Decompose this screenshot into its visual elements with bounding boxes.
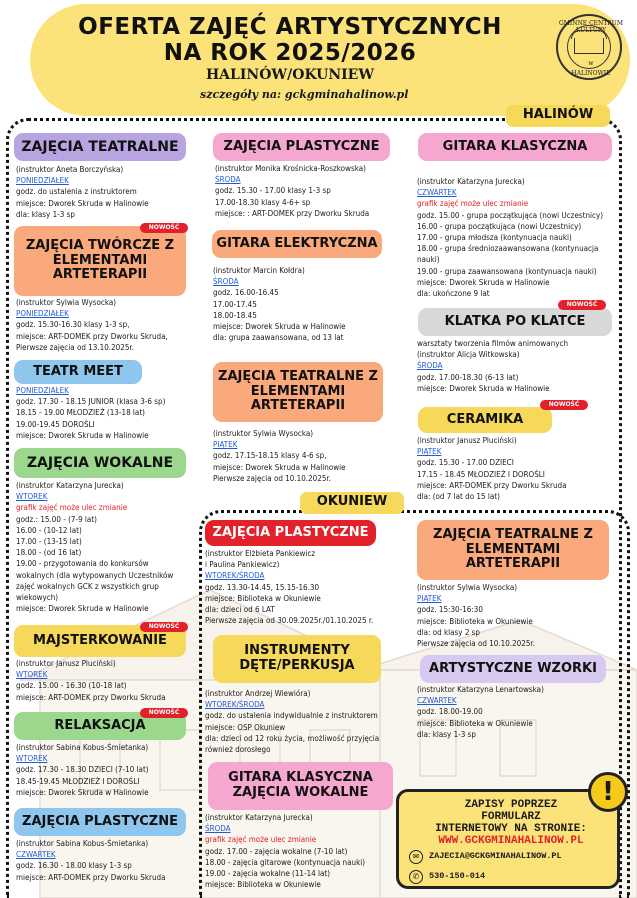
card-note: grafik zajęć może ulec zmianie: [205, 835, 317, 845]
card-line: miejsce: Dworek Skruda w Halinowie: [213, 462, 346, 472]
signup-email[interactable]: ZAJECIA@GCKGMINAHALINOW.PL: [429, 851, 562, 861]
card-line: (instruktor Sylwia Wysocka): [213, 429, 314, 438]
gck-logo: [556, 14, 622, 80]
card-details: [417, 338, 568, 394]
card-line: godz. 15.30 - 17.00 DZIECI: [417, 458, 514, 468]
card-line: miejsce: Biblioteka w Okuniewie: [205, 880, 321, 890]
card-line: godz. 17.30 - 18.30 DZIECI (7-10 lat): [16, 765, 149, 775]
card-line: (instruktor Sabina Kobus-Śmietanka): [16, 839, 149, 848]
card-line: miejsce: Dworek Skruda w Halinowie: [16, 787, 149, 797]
card-details: [213, 265, 346, 343]
page-subtitle: HALINÓW/OKUNIEW: [205, 67, 375, 83]
card-line: (instruktor Marcin Kołdra): [213, 266, 305, 275]
card-day[interactable]: CZWARTEK: [417, 696, 457, 706]
card-line: zajęć wokalnych GCK z wszystkich grup: [16, 581, 159, 591]
card-title: ZAJĘCIA TEATRALNE Z ELEMENTAMI ARTETERAPII: [417, 520, 609, 580]
card-line: 19.00 - grupa zaawansowana (kontynuacja nauki): [417, 266, 597, 276]
card-line: (instruktor Monika Krośnicka-Roszkowska): [215, 164, 366, 173]
card-line: nauki): [417, 255, 440, 265]
card-details: [417, 582, 535, 649]
card-day[interactable]: WTOREK: [16, 754, 48, 764]
email-icon: ✉: [409, 850, 423, 864]
card-details: [16, 838, 166, 883]
card-line: i Paulina Pankiewicz): [205, 560, 280, 570]
card-line: 18.00 - grupa średniozaawansowana (kontynuacja: [417, 244, 599, 254]
card-line: (instruktor Aneta Borczyńska): [16, 165, 124, 174]
card-title: TEATR MEET: [14, 360, 142, 384]
card-line: warsztaty tworzenia filmów animowanych: [417, 339, 569, 348]
new-badge: NOWOŚĆ: [140, 223, 188, 233]
card-line: godz. 17.30 - 18.15 JUNIOR (klasa 3-6 sp): [16, 397, 166, 407]
card-details: [16, 385, 165, 441]
card-line: miejsce: Biblioteka w Okuniewie: [205, 593, 321, 603]
card-title: ZAJĘCIA TEATRALNE Z ELEMENTAMI ARTETERAPII: [213, 362, 383, 422]
card-details: [205, 548, 373, 626]
card-line: miejsce: Dworek Skruda w Halinowie: [417, 383, 550, 393]
card-title: ZAJĘCIA TEATRALNE: [14, 133, 186, 161]
card-line: (instruktor Janusz Pluciński): [16, 659, 116, 668]
card-line: 18.00 - zajęcia gitarowe (kontynuacja nauki): [205, 857, 366, 867]
card-title: ARTYSTYCZNE WZORKI: [420, 655, 606, 683]
card-line: (instruktor Alicja Witkowska): [417, 350, 520, 360]
region-label-halinow: HALINÓW: [506, 105, 610, 127]
logo-top-text: GMINNE CENTRUM KULTURY: [558, 20, 624, 34]
card-line: godz. 15.30-16.30 klasy 1-3 sp,: [16, 320, 130, 330]
card-line: miejsce: ART-DOMEK przy Dworku Skruda,: [16, 331, 168, 341]
card-title: MAJSTERKOWANIE: [14, 625, 186, 657]
card-line: Pierwsze zajęcia od 10.10.2025r.: [213, 473, 331, 483]
card-line: godz. 15.00 - grupa początkująca (nowi Uczestnicy): [417, 210, 604, 220]
card-line: 18.45-19.45 MŁODZIEŻ I DOROŚLI: [16, 776, 140, 786]
card-line: miejsce: Biblioteka w Okuniewie: [417, 616, 533, 626]
card-line: miejsce: Dworek Skruda w Halinowie: [213, 322, 346, 332]
new-badge: NOWOŚĆ: [140, 708, 188, 718]
card-title: ZAJĘCIA PLASTYCZNE: [205, 520, 376, 546]
card-note: grafik zajęć może ulec zmianie: [417, 199, 529, 209]
logo-bottom-text: HALINOWIE: [571, 70, 611, 77]
card-line: (instruktor Katarzyna Jurecka): [16, 481, 124, 490]
card-line: dla: ukończone 9 lat: [417, 289, 490, 299]
card-line: (instruktor Katarzyna Jurecka): [205, 813, 313, 822]
header-banner: [30, 4, 630, 116]
card-details: [16, 297, 168, 353]
card-line: dla: grupa zaawansowana, od 13 lat: [213, 333, 344, 343]
card-line: dla: klasy 1-3 sp: [16, 209, 75, 219]
logo-w-text: w: [588, 60, 594, 67]
signup-url[interactable]: WWW.GCKGMINAHALINOW.PL: [438, 835, 584, 847]
card-day[interactable]: CZWARTEK: [16, 850, 56, 860]
card-line: (instruktor Katarzyna Jurecka): [417, 177, 525, 186]
card-line: godz. 15.30 - 17.00 klasy 1-3 sp: [215, 186, 331, 196]
card-line: 17.00-17.45: [213, 299, 257, 309]
card-day[interactable]: CZWARTEK: [417, 188, 457, 198]
card-line: godz. 16.00-16.45: [213, 288, 279, 298]
exclamation-icon: !: [588, 772, 628, 812]
card-line: 16.00 - (10-12 lat): [16, 525, 82, 535]
card-line: 19.00 - przygotowania do konkursów: [16, 559, 149, 569]
card-line: (instruktor Sabina Kobus-Śmietanka): [16, 743, 149, 752]
card-day[interactable]: ŚRODA: [215, 175, 241, 185]
card-line: 17.00-18.30 klasy 4-6+ sp: [215, 197, 311, 207]
card-day[interactable]: ŚRODA: [205, 824, 231, 834]
details-link[interactable]: szczegóły na: gckgminahalinow.pl: [200, 88, 409, 101]
card-title: GITARA KLASYCZNA: [418, 133, 612, 161]
card-day[interactable]: PIĄTEK: [417, 447, 442, 457]
page-title-line2: NA ROK 2025/2026: [163, 40, 417, 66]
card-line: (instruktor Janusz Pluciński): [417, 436, 517, 445]
card-details: [417, 684, 544, 740]
card-details: [213, 428, 346, 484]
card-details: [16, 658, 166, 703]
card-line: 16.00 - grupa początkująca (nowi Uczestnicy): [417, 221, 582, 231]
card-line: 19.00-19.45 DOROŚLI: [16, 419, 95, 429]
card-day[interactable]: WTOREK: [16, 670, 48, 680]
card-title: ZAJĘCIA PLASTYCZNE: [14, 808, 186, 836]
card-day[interactable]: PONIEDZIAŁEK: [16, 386, 69, 395]
card-details: [417, 435, 567, 502]
card-note: grafik zajęć może ulec zmianie: [16, 503, 128, 513]
signup-line1: ZAPISY POPRZEZ: [464, 799, 558, 811]
card-details: [16, 164, 149, 220]
card-day[interactable]: PONIEDZIAŁEK: [16, 309, 69, 319]
signup-box: [396, 789, 620, 889]
card-line: godz.: 15.00 - (7-9 lat): [16, 514, 97, 524]
page-title-line1: OFERTA ZAJĘĆ ARTYSTYCZNYCH: [78, 14, 502, 40]
phone-icon: ✆: [409, 870, 423, 884]
card-line: miejsce: ART-DOMEK przy Dworku Skruda: [417, 480, 567, 490]
card-line: 17.00 - grupa młodsza (kontynuacja nauki): [417, 233, 572, 243]
card-line: dla: (od 7 lat do 15 lat): [417, 492, 500, 502]
card-line: miejsce: OSP Okuniew: [205, 722, 286, 732]
card-line: dla: dzieci od 12 roku życia, możliwość przyjęcia: [205, 733, 380, 743]
card-title: ZAJĘCIA WOKALNE: [14, 448, 186, 478]
logo-house: [574, 38, 604, 54]
card-title: ZAJĘCIA TWÓRCZE Z ELEMENTAMI ARTETERAPII: [14, 226, 186, 296]
card-title: INSTRUMENTY DĘTE/PERKUSJA: [213, 635, 381, 683]
card-line: godz. 17.15-18.15 klasy 4-6 sp,: [213, 451, 327, 461]
card-title: ZAJĘCIA PLASTYCZNE: [213, 133, 390, 161]
card-details: [215, 163, 369, 219]
card-line: (instruktor Sylwia Wysocka): [16, 298, 117, 307]
card-line: miejsce: Biblioteka w Okuniewie: [417, 718, 533, 728]
card-details: [16, 480, 173, 614]
card-line: miejsce: Dworek Skruda w Halinowie: [417, 277, 550, 287]
card-day[interactable]: PIĄTEK: [213, 440, 238, 450]
signup-line3: INTERNETOWY NA STRONIE:: [435, 823, 587, 835]
card-details: [16, 742, 149, 798]
card-day[interactable]: ŚRODA: [417, 361, 443, 371]
card-title: GITARA ELEKTRYCZNA: [212, 230, 382, 258]
card-line: godz. 16.30 - 18.00 klasy 1-3 sp: [16, 861, 132, 871]
card-line: 19.00 - zajęcia wokalne (11-14 lat): [205, 869, 331, 879]
card-line: miejsce: ART-DOMEK przy Dworku Skruda: [16, 692, 166, 702]
card-line: (instruktor Andrzej Wiewióra): [205, 689, 311, 698]
card-line: 18.00-18.45: [213, 310, 257, 320]
card-line: godz. 15.00 - 16.30 (10-18 lat): [16, 681, 127, 691]
new-badge: NOWOŚĆ: [140, 622, 188, 632]
card-line: Pierwsze zajęcia od 10.10.2025r.: [417, 639, 535, 649]
card-line: 18.00 - (od 16 lat): [16, 548, 82, 558]
card-line: 17.00 - (13-15 lat): [16, 537, 82, 547]
card-line: 17.15 - 18.45 MŁODZIEŻ I DOROŚLI: [417, 469, 545, 479]
card-line: miejsce: Dworek Skruda w Halinowie: [16, 198, 149, 208]
card-line: godz. 13.30-14.45, 15.15-16.30: [205, 582, 320, 592]
card-line: miejsce: Dworek Skruda w Halinowie: [16, 604, 149, 614]
card-line: (instruktor Sylwia Wysocka): [417, 583, 518, 592]
card-line: (instruktor Elżbieta Pankiewicz: [205, 549, 316, 558]
card-line: wiekowych): [16, 593, 59, 603]
signup-line2: FORMULARZ: [481, 811, 541, 823]
card-line: godz. 15:30-16:30: [417, 605, 483, 615]
card-title: CERAMIKA: [418, 407, 552, 433]
card-line: Pierwsze zajęcia od 13.10.2025r.: [16, 342, 134, 352]
card-line: godz. 18.00-19.00: [417, 707, 483, 717]
card-title: GITARA KLASYCZNA ZAJĘCIA WOKALNE: [208, 762, 393, 810]
card-line: Pierwsze zajęcia od 30.09.2025r./01.10.2025 r.: [205, 616, 374, 626]
card-line: miejsce: Dworek Skruda w Halinowie: [16, 430, 149, 440]
card-details: [205, 812, 365, 890]
region-label-okuniew: OKUNIEW: [300, 492, 404, 514]
new-badge: NOWOŚĆ: [558, 300, 606, 310]
card-title: RELAKSACJA: [14, 712, 186, 740]
new-badge: NOWOŚĆ: [540, 400, 588, 410]
card-line: dla: od klasy 2 sp: [417, 627, 481, 637]
card-line: wokalnych (dla wytypowanych Uczestników: [16, 570, 174, 580]
card-day[interactable]: WTOREK/ŚRODA: [205, 571, 265, 581]
card-line: 18.15 - 19.00 MŁODZIEŻ (13-18 lat): [16, 408, 145, 418]
card-line: dla: dzieci od 6 LAT: [205, 605, 275, 615]
card-line: godz. 17.00 - zajęcia wokalne (7-10 lat): [205, 846, 348, 856]
card-day[interactable]: WTOREK/ŚRODA: [205, 700, 265, 710]
card-line: godz. do ustalenia z instruktorem: [16, 187, 137, 197]
card-line: dla: klasy 1-3 sp: [417, 729, 476, 739]
card-day[interactable]: PONIEDZIAŁEK: [16, 176, 69, 186]
card-line: miejsce: : ART-DOMEK przy Dworku Skruda: [215, 208, 370, 218]
card-details: [205, 688, 379, 755]
card-day[interactable]: WTOREK: [16, 492, 48, 502]
card-line: (instruktor Katarzyna Lenartowska): [417, 685, 544, 694]
card-line: godz. do ustalenia indywidualnie z instruktorem: [205, 711, 378, 721]
card-line: również dorosłego: [205, 745, 271, 755]
card-details: [417, 176, 603, 299]
card-day[interactable]: ŚRODA: [213, 277, 239, 287]
card-line: miejsce: ART-DOMEK przy Dworku Skruda: [16, 872, 166, 882]
card-line: godz. 17.00-18.30 (6-13 lat): [417, 372, 519, 382]
signup-phone[interactable]: 530-150-014: [429, 871, 486, 881]
card-title: KLATKA PO KLATCE: [418, 308, 612, 336]
card-day[interactable]: PIĄTEK: [417, 594, 442, 604]
